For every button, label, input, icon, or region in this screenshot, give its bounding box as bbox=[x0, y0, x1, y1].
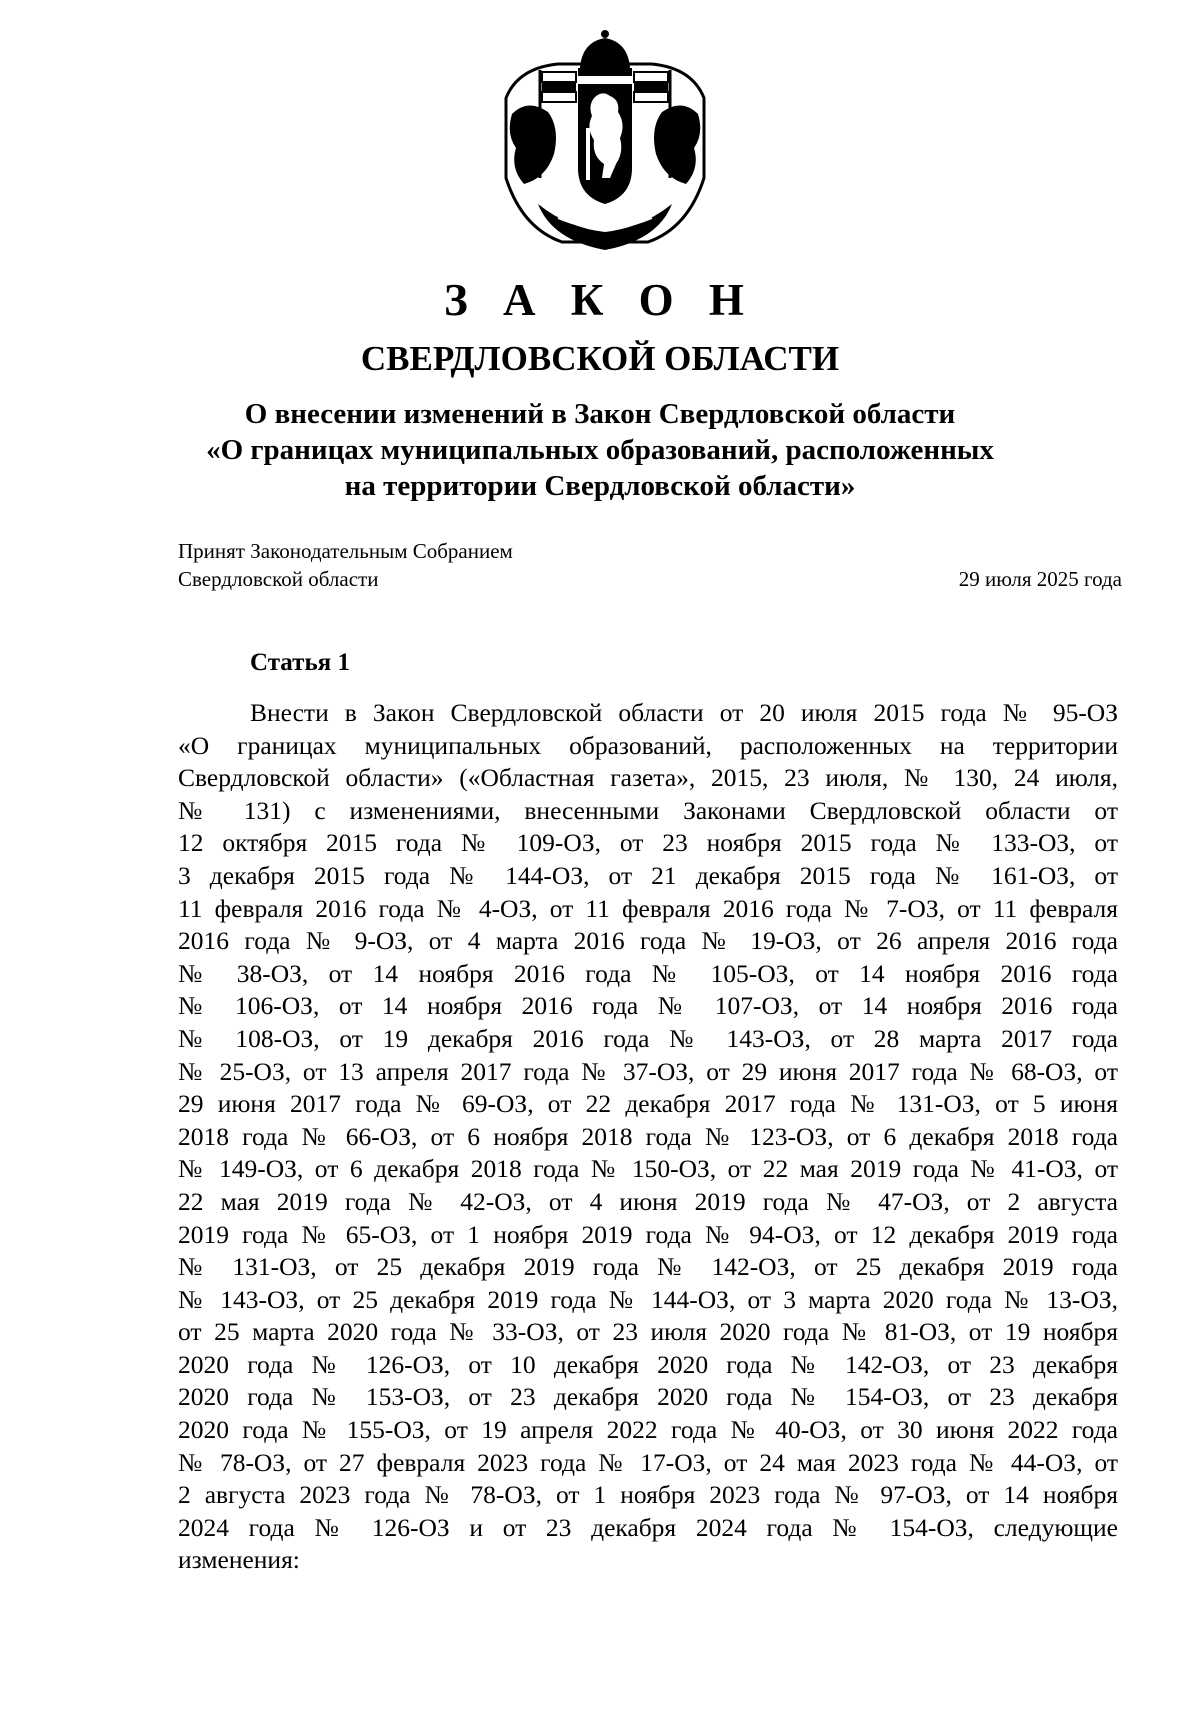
body-line: 29 июня 2017 года № 69-ОЗ, от 22 декабря 2017 года № 131-ОЗ, от 5 июня bbox=[178, 1089, 1118, 1119]
body-line: от 25 марта 2020 года № 33-ОЗ, от 23 июля 2020 года № 81-ОЗ, от 19 ноября bbox=[178, 1317, 1118, 1347]
adoption-authority bbox=[178, 537, 1018, 593]
body-line: № 131) с изменениями, внесенными Законами Свердловской области от bbox=[178, 795, 1118, 825]
body-line: 2019 года № 65-ОЗ, от 1 ноября 2019 года № 94-ОЗ, от 12 декабря 2019 года bbox=[178, 1219, 1118, 1249]
body-line: «О границах муниципальных образований, расположенных на территории bbox=[178, 730, 1118, 760]
body-line: № 108-ОЗ, от 19 декабря 2016 года № 143-ОЗ, от 28 марта 2017 года bbox=[178, 1023, 1118, 1053]
region-heading: СВЕРДЛОВСКОЙ ОБЛАСТИ bbox=[360, 339, 840, 378]
law-title-line: на территории Свердловской области» bbox=[344, 470, 856, 502]
adoption-line: Принят Законодательным Собранием bbox=[178, 539, 513, 563]
body-line: Свердловской области» («Областная газета», 2015, 23 июля, № 130, 24 июля, bbox=[178, 763, 1118, 793]
body-line: 12 октября 2015 года № 109-ОЗ, от 23 ноября 2015 года № 133-ОЗ, от bbox=[178, 828, 1118, 858]
body-line: Внести в Закон Свердловской области от 20 июля 2015 года № 95-ОЗ bbox=[250, 698, 1118, 727]
body-line: № 25-ОЗ, от 13 апреля 2017 года № 37-ОЗ, от 29 июня 2017 года № 68-ОЗ, от bbox=[178, 1056, 1118, 1086]
body-line: 2024 года № 126-ОЗ и от 23 декабря 2024 года № 154-ОЗ, следующие bbox=[178, 1512, 1118, 1542]
article-body bbox=[178, 697, 1118, 1577]
body-line: 2020 года № 153-ОЗ, от 23 декабря 2020 года № 154-ОЗ, от 23 декабря bbox=[178, 1382, 1118, 1412]
body-line: 3 декабря 2015 года № 144-ОЗ, от 21 декабря 2015 года № 161-ОЗ, от bbox=[178, 860, 1118, 890]
law-title-line: О внесении изменений в Закон Свердловской области bbox=[244, 398, 956, 430]
body-line: 2 августа 2023 года № 78-ОЗ, от 1 ноября 2023 года № 97-ОЗ, от 14 ноября bbox=[178, 1480, 1118, 1510]
body-line: 22 мая 2019 года № 42-ОЗ, от 4 июня 2019 года № 47-ОЗ, от 2 августа bbox=[178, 1186, 1118, 1216]
body-line: 2020 года № 155-ОЗ, от 19 апреля 2022 года № 40-ОЗ, от 30 июня 2022 года bbox=[178, 1415, 1118, 1445]
body-line: № 149-ОЗ, от 6 декабря 2018 года № 150-ОЗ, от 22 мая 2019 года № 41-ОЗ, от bbox=[178, 1154, 1118, 1184]
body-line: № 38-ОЗ, от 14 ноября 2016 года № 105-ОЗ, от 14 ноября 2016 года bbox=[178, 958, 1118, 988]
body-line: изменения: bbox=[178, 1545, 300, 1575]
article-heading: Статья 1 bbox=[250, 649, 350, 676]
adoption-line: Свердловской области bbox=[178, 567, 379, 591]
coat-of-arms-icon bbox=[498, 28, 712, 260]
body-line: № 131-ОЗ, от 25 декабря 2019 года № 142-ОЗ, от 25 декабря 2019 года bbox=[178, 1252, 1118, 1282]
body-line: 11 февраля 2016 года № 4-ОЗ, от 11 февраля 2016 года № 7-ОЗ, от 11 февраля bbox=[178, 893, 1118, 923]
law-title-line: «О границах муниципальных образований, расположенных bbox=[206, 434, 994, 466]
law-title bbox=[0, 396, 1200, 504]
body-line: 2020 года № 126-ОЗ, от 10 декабря 2020 года № 142-ОЗ, от 23 декабря bbox=[178, 1349, 1118, 1379]
body-line: 2018 года № 66-ОЗ, от 6 ноября 2018 года № 123-ОЗ, от 6 декабря 2018 года bbox=[178, 1121, 1118, 1151]
body-line: № 78-ОЗ, от 27 февраля 2023 года № 17-ОЗ, от 24 мая 2023 года № 44-ОЗ, от bbox=[178, 1447, 1118, 1477]
body-line: 2016 года № 9-ОЗ, от 4 марта 2016 года № 19-ОЗ, от 26 апреля 2016 года bbox=[178, 926, 1118, 956]
body-line: № 143-ОЗ, от 25 декабря 2019 года № 144-ОЗ, от 3 марта 2020 года № 13-ОЗ, bbox=[178, 1284, 1118, 1314]
document-type-heading: З А К О Н bbox=[444, 275, 756, 325]
adoption-date: 29 июля 2025 года bbox=[958, 567, 1122, 591]
body-line: № 106-ОЗ, от 14 ноября 2016 года № 107-ОЗ, от 14 ноября 2016 года bbox=[178, 991, 1118, 1021]
